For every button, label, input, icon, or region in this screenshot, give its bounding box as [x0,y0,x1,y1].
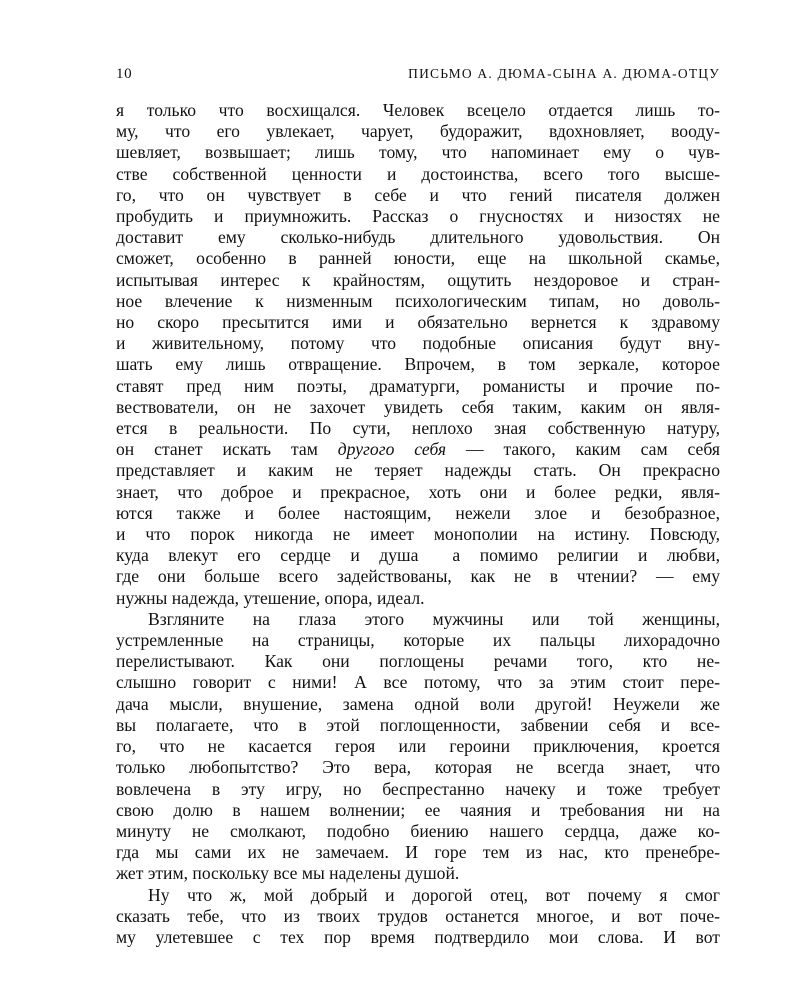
text-fragment: а помимо религии и любви, [452,545,720,566]
text-line: представляет и каким не теряет надежды стать. Он прекрасно [116,460,720,481]
text-line: му улетевшее с тех пор время подтвердило мои слова. И вот [116,926,720,947]
text-line: знает, что доброе и прекрасное, хоть они и более редки, явля- [116,481,720,502]
running-head-title: ПИСЬМО А. ДЮМА-СЫНА А. ДЮМА-ОТЦУ [408,66,720,81]
text-line: му, что его увлекает, чарует, будоражит, вдохновляет, вооду- [116,121,720,142]
text-line: шевляет, возвышает; лишь тому, что напоминает ему о чув- [116,142,720,163]
text-line-with-italic [116,439,720,460]
text-line: минуту не смолкают, подобно биению нашего сердца, даже ко- [116,820,720,841]
body-text [116,100,720,948]
text-fragment: куда влекут его сердце и душа [116,545,419,566]
text-line: вествователи, он не захочет увидеть себя таким, каким он явля- [116,396,720,417]
text-line: Взгляните на глаза этого мужчины или той женщины, [148,608,720,629]
text-line: ное влечение к низменным психологическим типам, но доволь- [116,290,720,311]
text-line: гда мы сами их не замечаем. И горе тем из нас, кто пренебре- [116,842,720,863]
text-line: ставят пред ним поэты, драматурги, романисты и прочие по- [116,375,720,396]
text-line: пробудить и приумножить. Рассказ о гнусностях и низостях не [116,206,720,227]
text-line: и что порок никогда не имеет монополии на истину. Повсюду, [116,524,720,545]
text-line-with-gap [116,545,720,566]
text-line: и живительному, потому что подобные описания будут вну- [116,333,720,354]
text-line: испытывая интерес к крайностям, ощутить нездоровое и стран- [116,269,720,290]
text-line: доставит ему сколько-нибудь длительного удовольствия. Он [116,227,720,248]
text-line: жет этим, поскольку все мы наделены душой. [116,863,460,884]
text-line: нужны надежда, утешение, опора, идеал. [116,587,425,608]
text-line: го, что он чувствует в себе и что гений писателя должен [116,184,720,205]
text-line: Ну что ж, мой добрый и дорогой отец, вот почему я смог [148,884,720,905]
text-line: перелистывают. Как они поглощены речами того, кто не- [116,651,720,672]
text-line: только любопытство? Это вера, которая не всегда знает, что [116,757,720,778]
page-number: 10 [116,66,133,82]
text-line: сможет, особенно в ранней юности, еще на школьной скамье, [116,248,720,269]
running-head [116,66,720,96]
text-line: устремленные на страницы, которые их пальцы лихорадочно [116,630,720,651]
text-line: слышно говорит с ними! А все потому, что за этим стоит пере- [116,672,720,693]
text-line: ется в реальности. По сути, неплохо зная собственную натуру, [116,418,720,439]
text-line: я только что восхищался. Человек всецело отдается лишь то- [116,100,720,120]
text-line: ются также и более настоящим, нежели злое и безобразное, [116,502,720,523]
text-line: свою долю в нашем волнении; ее чаяния и требования ни на [116,799,720,820]
text-line: шать ему лишь отвращение. Впрочем, в том зеркале, которое [116,354,720,375]
text-line: где они больше всего задействованы, как не в чтении? — ему [116,566,720,587]
text-fragment: — такого, каким сам себя [446,439,720,460]
text-line: го, что не касается героя или героини приключения, кроется [116,736,720,757]
text-line: но скоро пресытится ими и обязательно вернется к здравому [116,312,720,333]
text-line: сказать тебе, что из твоих трудов останется многое, и вот поче- [116,905,720,926]
text-fragment: он станет искать там [116,439,338,460]
paragraph-3 [116,885,720,949]
paragraph-1 [116,100,720,609]
text-line: дача мысли, внушение, замена одной воли другой! Неужели же [116,693,720,714]
text-line: стве собственной ценности и достоинства, всего того высше- [116,163,720,184]
italic-phrase: другого себя [337,439,447,460]
paragraph-2 [116,609,720,885]
book-page [116,66,720,948]
text-line: вовлечена в эту игру, но беспрестанно начеку и тоже требует [116,778,720,799]
text-line: вы полагаете, что в этой поглощенности, забвении себя и все- [116,714,720,735]
